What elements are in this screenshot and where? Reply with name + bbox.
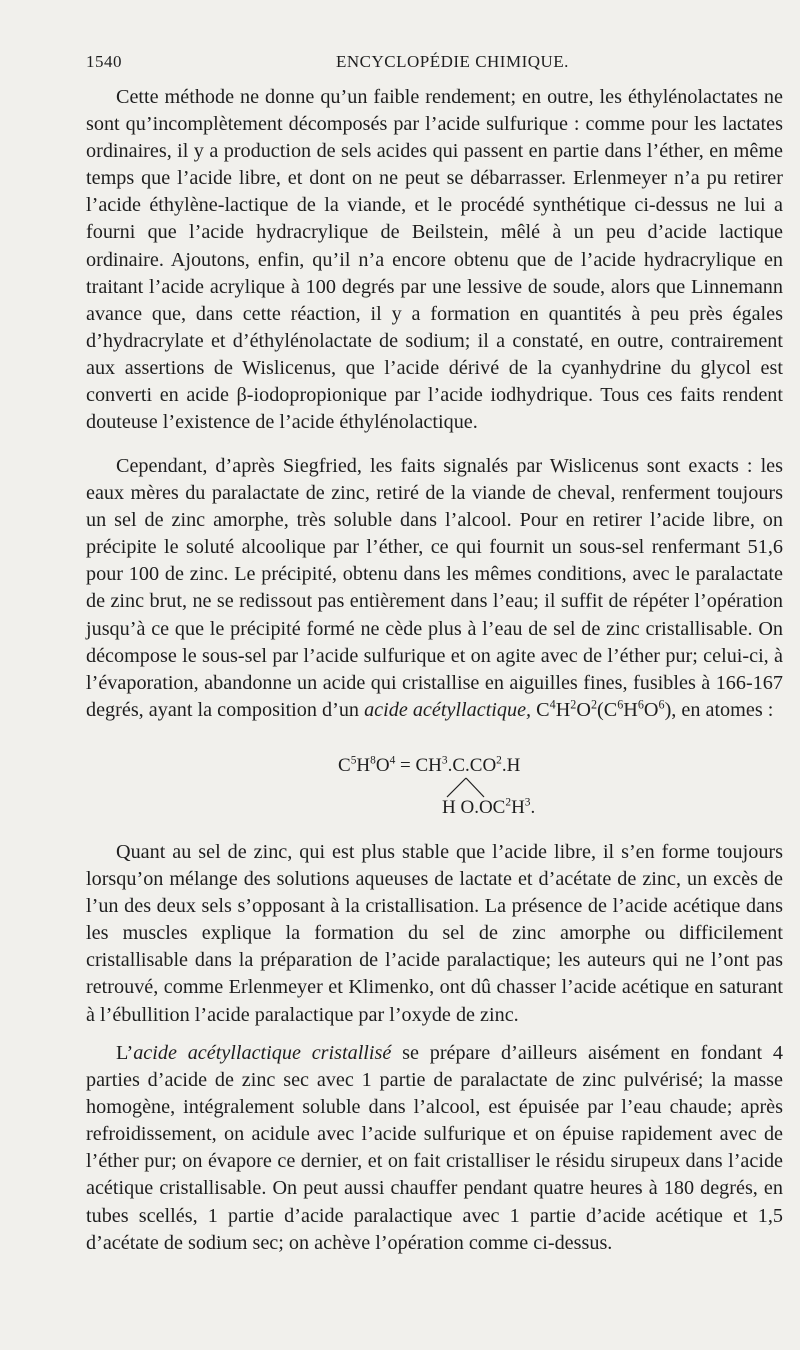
paragraph-4-body: se prépare d’ailleurs aisément en fondant 4 parties d’acide de zinc sec avec 1 partie de paralactate de zinc pulvérisé; la masse homogène, intégralement soluble dans l’alcool, est épuisée par l’eau chaude; après refroidissement, on acidule avec l’acide sulfurique et on épuise rapidement avec de l’éther pur; on évapore ce dernier, et on fait cristalliser le résidu sirupeux dans l’acide acétique cristallisable. On peut aussi chauffer pendant quatre heures à 180 degrés, en tubes scellés, 1 partie d’acide paralactique avec 1 partie d’acide acétique et 1,5 d’acétate de sodium sec; on achève l’opération comme ci-dessus. (86, 1042, 783, 1254)
paragraph-4-lead: L’ (116, 1042, 134, 1064)
structural-formula (338, 755, 638, 825)
paragraph-2 (86, 453, 783, 724)
paragraph-3 (86, 839, 783, 1029)
formula-main-line: $C^5H^8O^4 = CH^3.C.CO^2.H$ (338, 754, 521, 776)
paragraph-4-italic-term: acide acétyllactique cristallisé (133, 1042, 392, 1064)
inline-formula: $C^4H^2O^2(C^6H^6O^6)$, (536, 697, 677, 721)
running-title: ENCYCLOPÉDIE CHIMIQUE. (336, 52, 569, 71)
paragraph-2-italic-term: acide acétyllactique, (364, 698, 532, 721)
paragraph-1-text: Cette méthode ne donne qu’un faible rendement; en outre, les éthylénolactates ne sont qu’incomplètement décomposés par l’acide sulfurique : comme pour les lactates ordinaires, il y a production de sels acides qui passent en partie dans l’éther, en même temps que l’acide libre, et dont on ne peut se débarrasser. Erlenmeyer n’a pu retirer l’acide éthylène-lactique de la viande, et le procédé synthétique ci-dessus ne lui a fourni que l’acide hydracrylique de Beilstein, mêlé à un peu d’acide lactique ordinaire. Ajoutons, enfin, qu’il n’a encore obtenu que de l’acide hydracrylique en traitant l’acide acrylique à 100 degrés par une lessive de soude, alors que Linnemann avance que, dans cette réaction, il y a formation en quantités à peu près égales d’hydracrylate et d’éthylénolactate de sodium; il a constaté, en outre, contrairement aux assertions de Wislicenus, que l’acide dérivé de la cyanhydrine du glycol est converti en acide β-iodopropionique par l’acide iodhydrique. Tous ces faits rendent douteuse l’existence de l’acide éthylénolactique. (86, 86, 783, 434)
formula-branch-line: H $O.OC^2H^3$. (442, 796, 536, 818)
paragraph-2-tail: en atomes : (681, 698, 774, 721)
paragraph-1 (86, 84, 783, 436)
paragraph-4 (86, 1040, 783, 1257)
paragraph-4-text (86, 1040, 783, 1257)
formula-bond-lines (442, 777, 492, 799)
paragraph-2-body: Cependant, d’après Siegfried, les faits signalés par Wislicenus sont exacts : les eaux mères du paralactate de zinc, retiré de la viande de cheval, renferment toujours un sel de zinc amorphe, très soluble dans l’alcool. Pour en retirer l’acide libre, on précipite le soluté alcoolique par l’éther, ce qui fournit un sous-sel renfermant 51,6 pour 100 de zinc. Le précipité, obtenu dans les mêmes conditions, avec le paralactate de zinc brut, ne se redissout pas entièrement dans l’eau; il suffit de répéter l’opération jusqu’à ce que le précipité formé ne cède plus à l’eau de sel de zinc cristallisable. On décompose le sous-sel par l’acide sulfurique et on agite avec de l’éther pur; celui-ci, à l’évaporation, abandonne un acide qui cristallise en aiguilles fines, fusibles à 166-167 degrés, ayant la composition d’un (86, 455, 783, 721)
paragraph-3-text: Quant au sel de zinc, qui est plus stable que l’acide libre, il s’en forme toujours lorsqu’on mélange des solutions aqueuses de lactate et d’acétate de zinc, un excès de l’un des deux sels s’opposant à la cristallisation. La présence de l’acide acétique dans les muscles explique la formation du sel de zinc amorphe ou difficilement cristallisable dans la préparation de l’acide paralactique; les auteurs qui ne l’ont pas retrouvé, comme Erlenmeyer et Klimenko, ont dû chasser l’acide acétique en saturant à l’ébullition l’acide paralactique par l’oxyde de zinc. (86, 841, 783, 1026)
page-number: 1540 (86, 52, 122, 71)
page-header (86, 52, 782, 80)
paragraph-2-text (86, 453, 783, 724)
